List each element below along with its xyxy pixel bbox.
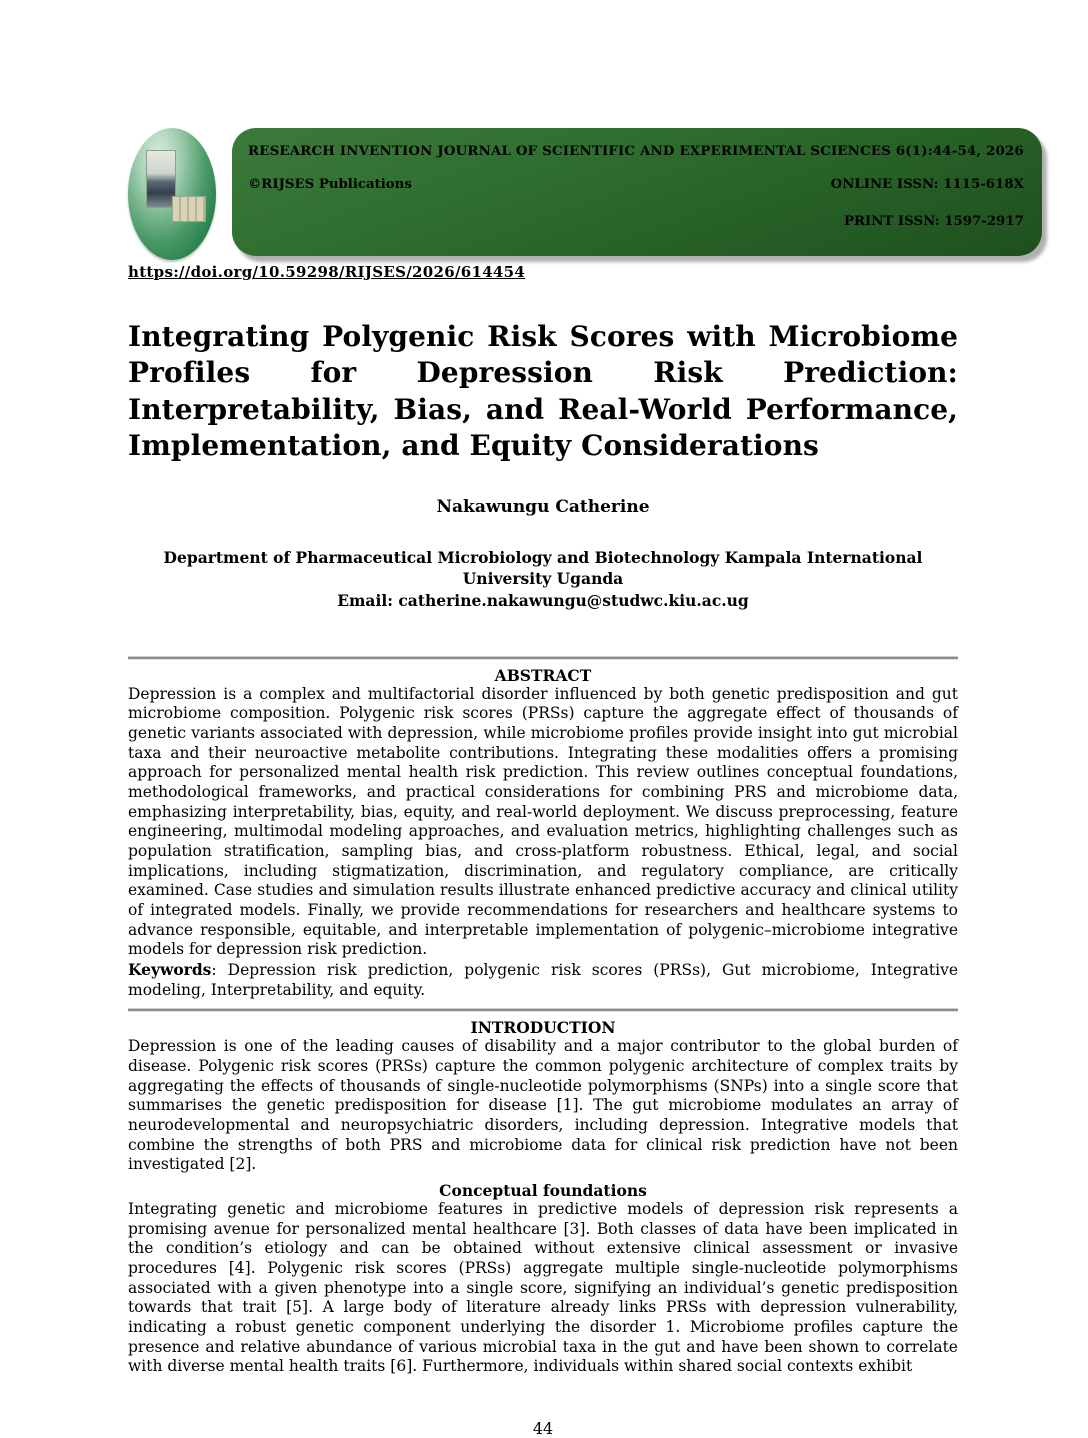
keywords-text: : Depression risk prediction, polygenic risk scores (PRSs), Gut microbiome, Integrative modeling, Interpretability, and equity.: [128, 961, 958, 999]
section-body-conceptual-foundations: Integrating genetic and microbiome features in predictive models of depression risk represents a promising avenue for personalized mental healthcare [3]. Both classes of data have been implicated in the condition’s etiology and can be obtained without extensive clinical assessment or invasive procedures [4]. Polygenic risk scores (PRSs) aggregate multiple single-nucleotide polymorphisms associated with a given phenotype into a single score, signifying an individual’s genetic predisposition towards that trait [5]. A large body of literature already links PRSs with depression vulnerability, indicating a robust genetic component underlying the disorder 1. Microbiome profiles capture the presence and relative abundance of various microbial taxa in the gut and have been shown to correlate with diverse mental health traits [6]. Furthermore, individuals within shared social contexts exhibit: [128, 1200, 958, 1376]
author-name: Nakawungu Catherine: [436, 496, 650, 517]
section-body-introduction: Depression is one of the leading causes of disability and a major contributor to the global burden of disease. Polygenic risk scores (PRSs) capture the common polygenic architecture of complex traits by aggregating the effects of thousands of single-nucleotide polymorphisms (SNPs) into a single score that summarises the genetic predisposition for disease [1]. The gut microbiome modulates an array of neurodevelopmental and neuropsychiatric disorders, including depression. Integrative models that combine the strengths of both PRS and microbiome data for clinical risk prediction have not been investigated [2].: [128, 1037, 958, 1174]
author-affiliation: [128, 547, 958, 612]
journal-banner: [232, 128, 1042, 256]
journal-header: [128, 128, 1024, 260]
page-number: 44: [532, 1419, 554, 1438]
publisher-label: ©RIJSES Publications: [248, 177, 412, 192]
journal-logo: [128, 128, 216, 260]
page-title: Integrating Polygenic Risk Scores with Microbiome Profiles for Depression Risk Prediction: Interpretability, Bias, and Real-World Performance, Implementation, and Equity Considerations: [128, 320, 958, 463]
doi-link[interactable]: https://doi.org/10.59298/RIJSES/2026/614454: [128, 263, 526, 281]
keywords-label: Keywords: [128, 960, 212, 980]
email-line: Email: catherine.nakawungu@studwc.kiu.ac.ug: [337, 590, 749, 610]
section-heading-introduction: INTRODUCTION: [470, 1018, 616, 1038]
divider-above-abstract: [128, 656, 958, 660]
journal-covers-stack: [172, 196, 206, 222]
doi-line: [128, 263, 958, 281]
online-issn: ONLINE ISSN: 1115-618X: [830, 177, 1024, 192]
abstract-heading: ABSTRACT: [494, 665, 592, 685]
print-issn: PRINT ISSN: 1597-2917: [843, 214, 1024, 229]
divider-above-introduction: [128, 1008, 958, 1012]
journal-title-line: RESEARCH INVENTION JOURNAL OF SCIENTIFIC AND EXPERIMENTAL SCIENCES 6(1):44-54, 2026: [248, 144, 1024, 159]
keywords-line: [128, 960, 958, 1000]
section-heading-conceptual-foundations: Conceptual foundations: [439, 1181, 647, 1201]
abstract-body: Depression is a complex and multifactorial disorder influenced by both genetic predisposition and gut microbiome composition. Polygenic risk scores (PRSs) capture the aggregate effect of thousands of genetic variants associated with depression, while microbiome profiles provide insight into gut microbial taxa and their neuroactive metabolite contributions. Integrating these modalities offers a promising approach for personalized mental health risk prediction. This review outlines conceptual foundations, methodological frameworks, and practical considerations for combining PRS and microbiome data, emphasizing interpretability, bias, equity, and real-world deployment. We discuss preprocessing, feature engineering, multimodal modeling approaches, and evaluation metrics, highlighting challenges such as population stratification, sampling bias, and cross-platform robustness. Ethical, legal, and social implications, including stigmatization, discrimination, and regulatory compliance, are critically examined. Case studies and simulation results illustrate enhanced predictive accuracy and clinical utility of integrated models. Finally, we provide recommendations for researchers and healthcare systems to advance responsible, equitable, and interpretable implementation of polygenic–microbiome integrative models for depression risk prediction.: [128, 684, 958, 959]
affiliation-line: Department of Pharmaceutical Microbiology and Biotechnology Kampala International University Uganda: [163, 547, 923, 589]
